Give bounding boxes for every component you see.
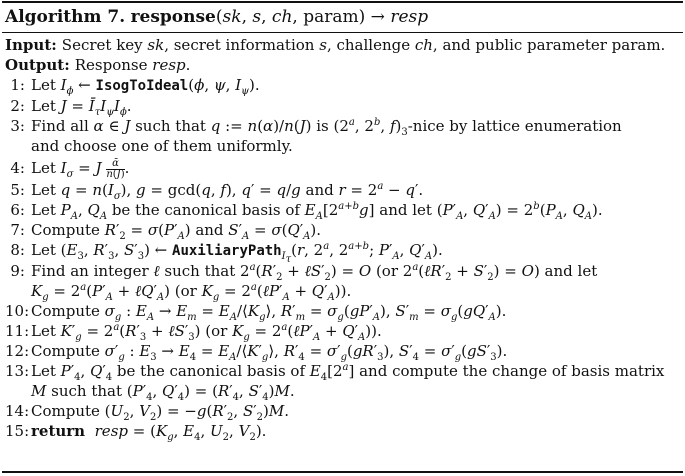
step-text: Let $K'_g = 2^a(R'_3$ + $\ell S'_3$) (or $K_g$ = $2^a(\ell P'_A + Q'_A)$). (31, 322, 382, 343)
step-12 (5, 341, 681, 361)
step-text: Let $P'_4$, $Q'_4$ be the canonical basis of $E_4[2^a]$ and compute the change of basis matrix (31, 362, 665, 383)
step-13 (5, 361, 681, 381)
step-text: Let $P_A$, $Q_A$ be the canonical basis of $E_A[2^{a+b}g]$ and let ($P'_A$, $Q'_A) = 2^b(P_A$, $Q_A$). (31, 201, 603, 222)
step-number: 7: (10, 221, 25, 239)
step-6 (5, 200, 681, 220)
step-text: Compute $\sigma'_g$ : $E_3 \to E_4$ = $E_A/⟨K'_g⟩$, $R'_4 = \sigma'_g(gR'_3)$, $S'_4 = \sigma'_g(gS'_3)$. (31, 342, 508, 363)
step-number: 8: (10, 241, 25, 259)
algorithm-body (2, 33, 683, 441)
step-number: 12: (5, 342, 30, 360)
step-number: 3: (10, 117, 25, 135)
step-9-continuation: $K_g = 2^a(P'_A$ + $\ell Q'_A$) (or $K_g$ = $2^a(\ell P'_A + Q'_A)$). (31, 282, 352, 303)
step-text: Let $I_\sigma = J$ $\frac{\text{ᾱ}}{n(J)}$ . (31, 157, 130, 180)
algorithm-box (2, 1, 683, 473)
output-line (5, 55, 681, 75)
input-text: Secret key sk, secret information s, challenge ch, and public parameter param. (61, 36, 666, 54)
output-text: Response resp. (74, 56, 191, 74)
step-number: 6: (10, 201, 25, 219)
step-text: Find an integer ℓ such that $2^a(R'_2$ + $\ell S'_2) = O$ (or $2^a(\ell R'_2 + S'_2) = O$) and let (31, 262, 598, 283)
algorithm-params: (sk, s, ch, param) → resp (215, 7, 429, 27)
step-2 (5, 96, 681, 116)
algorithm-title (2, 3, 683, 33)
input-heading: Input: (5, 36, 57, 54)
input-line (5, 35, 681, 55)
step-number: 14: (5, 402, 30, 420)
step-text: Let $I_\phi$ ← IsogToIdeal(ϕ, ψ, $I_\psi$). (31, 76, 260, 97)
step-text: Let $J = Ī_\tau I_\psi I_\phi$. (31, 97, 132, 118)
step-9 (5, 261, 681, 281)
step-number: 1: (10, 76, 25, 94)
step-text: Let ($E_3$, $R'_3$, $S'_3$) ← AuxiliaryPath$_{I_\tau}$(r, 2$^a$, $2^{a+b}$; $P'_A$, $Q'_A$). (31, 241, 443, 265)
step-3 (5, 116, 681, 136)
step-10 (5, 301, 681, 321)
step-number: 11: (5, 322, 30, 340)
step-15 (5, 421, 681, 441)
step-13-continuation: M such that ($P'_4$, $Q'_4) = (R'_4$, $S'_4)M$. (31, 382, 295, 403)
step-text: Compute ($U_2$, $V_2) = -g(R'_2$, $S'_2)M$. (31, 402, 290, 423)
algorithm-label: Algorithm 7. (5, 7, 126, 27)
step-number: 15: (5, 422, 30, 440)
step-number: 4: (10, 159, 25, 177)
step-1 (5, 75, 681, 96)
step-number: 5: (10, 181, 25, 199)
output-heading: Output: (5, 56, 70, 74)
step-number: 2: (10, 97, 25, 115)
step-text: Compute $\sigma_g$ : $E_A \to E_m$ = $E_A/⟨K_g⟩$, $R'_m = \sigma_g(gP'_A)$, $S'_m = \sigma_g(gQ'_A)$. (31, 302, 507, 323)
step-text: Compute $R'_2 = \sigma(P'_A)$ and $S'_A = \sigma(Q'_A)$. (31, 221, 322, 242)
step-11 (5, 321, 681, 341)
step-number: 10: (5, 302, 30, 320)
step-4 (5, 156, 681, 180)
step-text: Find all α ∈ J such that q := n(α)/n(J) is (2$^a$, 2$^b$, $f)_3$-nice by lattice enumeration (31, 117, 622, 138)
algorithm-name: response (130, 7, 216, 27)
step-7 (5, 220, 681, 240)
step-number: 9: (10, 262, 25, 280)
step-14 (5, 401, 681, 421)
step-3-continuation: and choose one of them uniformly. (31, 137, 293, 155)
step-5 (5, 180, 681, 200)
step-text: return resp = ($K_g$, $E_4$, $U_2$, $V_2$). (31, 422, 267, 443)
step-number: 13: (5, 362, 30, 380)
step-text: Let $q = n(I_\sigma)$, g = gcd(q, f), q′ = q/g and $r = 2^a - q'$. (31, 181, 424, 202)
step-8 (5, 240, 681, 265)
